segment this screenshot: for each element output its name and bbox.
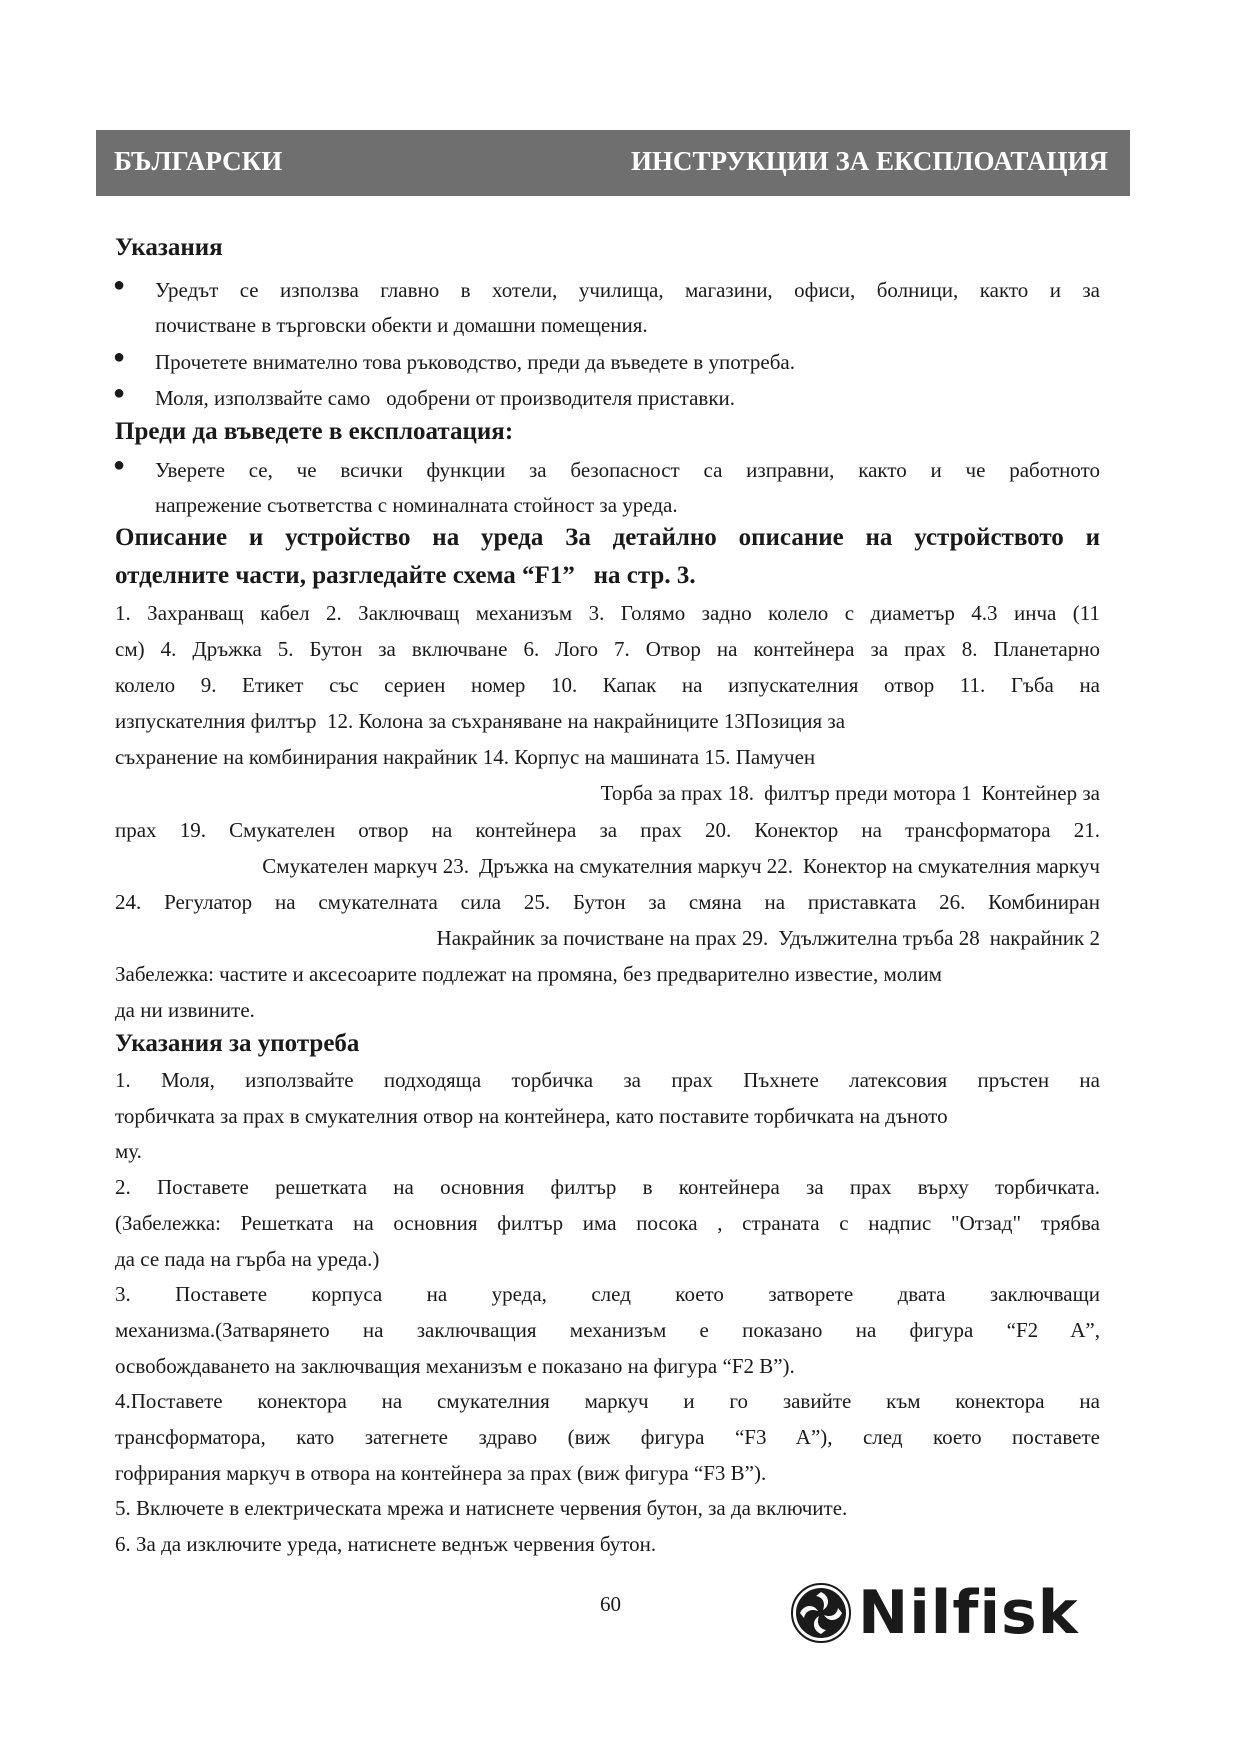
description-fragment: Контейнер за bbox=[981, 781, 1100, 805]
description-line: колело 9. Етикет със сериен номер 10. Капак на изпускателния отвор 11. Гъба на bbox=[115, 673, 1100, 697]
bullet-icon: ● bbox=[113, 382, 126, 404]
bullet-icon: ● bbox=[113, 454, 126, 476]
description-fragment: Удължителна тръба 28 bbox=[778, 926, 980, 950]
header-bar bbox=[96, 130, 1130, 196]
description-fragment: Торба за прах 18. bbox=[600, 781, 755, 805]
usage-line: освобождаването на заключващия механизъм е показано на фигура “F2 B”). bbox=[115, 1353, 795, 1378]
page-number: 60 bbox=[600, 1592, 621, 1616]
description-line-group-3 bbox=[115, 924, 1100, 952]
nilfisk-logo bbox=[790, 1578, 1079, 1648]
usage-line: 3. Поставете корпуса на уреда, след което затворете двата заключващи bbox=[115, 1282, 1100, 1307]
notes-bullet-1-cont: почистване в търговски обекти и домашни помещения. bbox=[155, 313, 648, 337]
usage-line: да се пада на гърба на уреда.) bbox=[115, 1246, 380, 1271]
before-heading: Преди да въведете в експлоатация: bbox=[115, 418, 514, 445]
logo-swirl-icon bbox=[790, 1582, 852, 1644]
usage-line: 1. Моля, използвайте подходяща торбичка за прах Пъхнете латексовия пръстен на bbox=[115, 1068, 1100, 1092]
usage-line: трансформатора, като затегнете здраво (виж фигура “F3 A”), след което поставете bbox=[115, 1425, 1100, 1449]
notes-heading: Указания bbox=[115, 234, 223, 261]
description-fragment: накрайник 2 bbox=[989, 926, 1100, 950]
description-heading-2: отделните части, разгледайте схема “F1” на стр. 3. bbox=[115, 562, 696, 589]
usage-line: 4.Поставете конектора на смукателния маркуч и го завийте към конектора на bbox=[115, 1389, 1100, 1414]
description-line: съхранение на комбинирания накрайник 14. Корпус на машината 15. Памучен bbox=[115, 745, 816, 769]
description-heading-1: Описание и устройство на уреда За детайлно описание на устройството и bbox=[115, 524, 1100, 551]
before-bullet-1: Уверете се, че всички функции за безопасност са изправни, както и че работното bbox=[155, 458, 1100, 482]
description-line: 24. Регулатор на смукателната сила 25. Бутон за смяна на приставката 26. Комбиниран bbox=[115, 890, 1100, 914]
usage-heading: Указания за употреба bbox=[115, 1030, 360, 1057]
description-line: 1. Захранващ кабел 2. Заключващ механизъм 3. Голямо задно колело с диаметър 4.3 инча (11 bbox=[115, 601, 1100, 625]
usage-line: (Забележка: Решетката на основния филтър има посока , страната с надпис "Отзад" трябва bbox=[115, 1210, 1100, 1235]
description-line-group-2 bbox=[115, 852, 1100, 880]
description-fragment: Дръжка на смукателния маркуч 22. bbox=[478, 854, 794, 878]
notes-bullet-3: Моля, използвайте само одобрени от производителя приставки. bbox=[155, 386, 736, 410]
description-fragment: Смукателен маркуч 23. bbox=[262, 854, 469, 878]
note-line: Забележка: частите и аксесоарите подлежат на промяна, без предварително известие, молим bbox=[115, 962, 942, 986]
description-fragment: филтър преди мотора 1 bbox=[764, 781, 972, 805]
header-title: ИНСТРУКЦИИ ЗА ЕКСПЛОАТАЦИЯ bbox=[631, 146, 1108, 176]
description-line-group-1 bbox=[115, 779, 1100, 807]
header-language: БЪЛГАРСКИ bbox=[114, 146, 283, 176]
description-fragment: Конектор на смукателния маркуч bbox=[803, 854, 1100, 878]
usage-line: му. bbox=[115, 1139, 142, 1164]
logo-text: Nilfisk bbox=[858, 1578, 1079, 1648]
notes-bullet-2: Прочетете внимателно това ръководство, преди да въведете в употреба. bbox=[155, 350, 795, 374]
note-line: да ни извините. bbox=[115, 998, 255, 1022]
description-line: см) 4. Дръжка 5. Бутон за включване 6. Лого 7. Отвор на контейнера за прах 8. Планетарно bbox=[115, 637, 1100, 661]
usage-line: гофрирания маркуч в отвора на контейнера за прах (виж фигура “F3 B”). bbox=[115, 1460, 767, 1485]
usage-line: 2. Поставете решетката на основния филтър в контейнера за прах върху торбичката. bbox=[115, 1175, 1100, 1200]
description-line: изпускателния филтър 12. Колона за съхраняване на накрайниците 13Позиция за bbox=[115, 709, 846, 733]
bullet-icon: ● bbox=[113, 274, 126, 296]
bullet-icon: ● bbox=[113, 346, 126, 368]
notes-bullet-1: Уредът се използва главно в хотели, училища, магазини, офиси, болници, както и за bbox=[155, 278, 1100, 302]
description-line: прах 19. Смукателен отвор на контейнера за прах 20. Конектор на трансформатора 21. bbox=[115, 818, 1100, 842]
usage-line: 6. За да изключите уреда, натиснете веднъж червения бутон. bbox=[115, 1532, 657, 1557]
description-fragment: Накрайник за почистване на прах 29. bbox=[436, 926, 769, 950]
usage-line: механизма.(Затварянето на заключващия механизъм е показано на фигура “F2 A”, bbox=[115, 1317, 1100, 1342]
usage-line: 5. Включете в електрическата мрежа и натиснете червения бутон, за да включите. bbox=[115, 1496, 848, 1521]
before-bullet-1-cont: напрежение съответства с номиналната стойност за уреда. bbox=[155, 493, 678, 517]
usage-line: торбичката за прах в смукателния отвор на контейнера, като поставите торбичката на дъното bbox=[115, 1103, 948, 1128]
